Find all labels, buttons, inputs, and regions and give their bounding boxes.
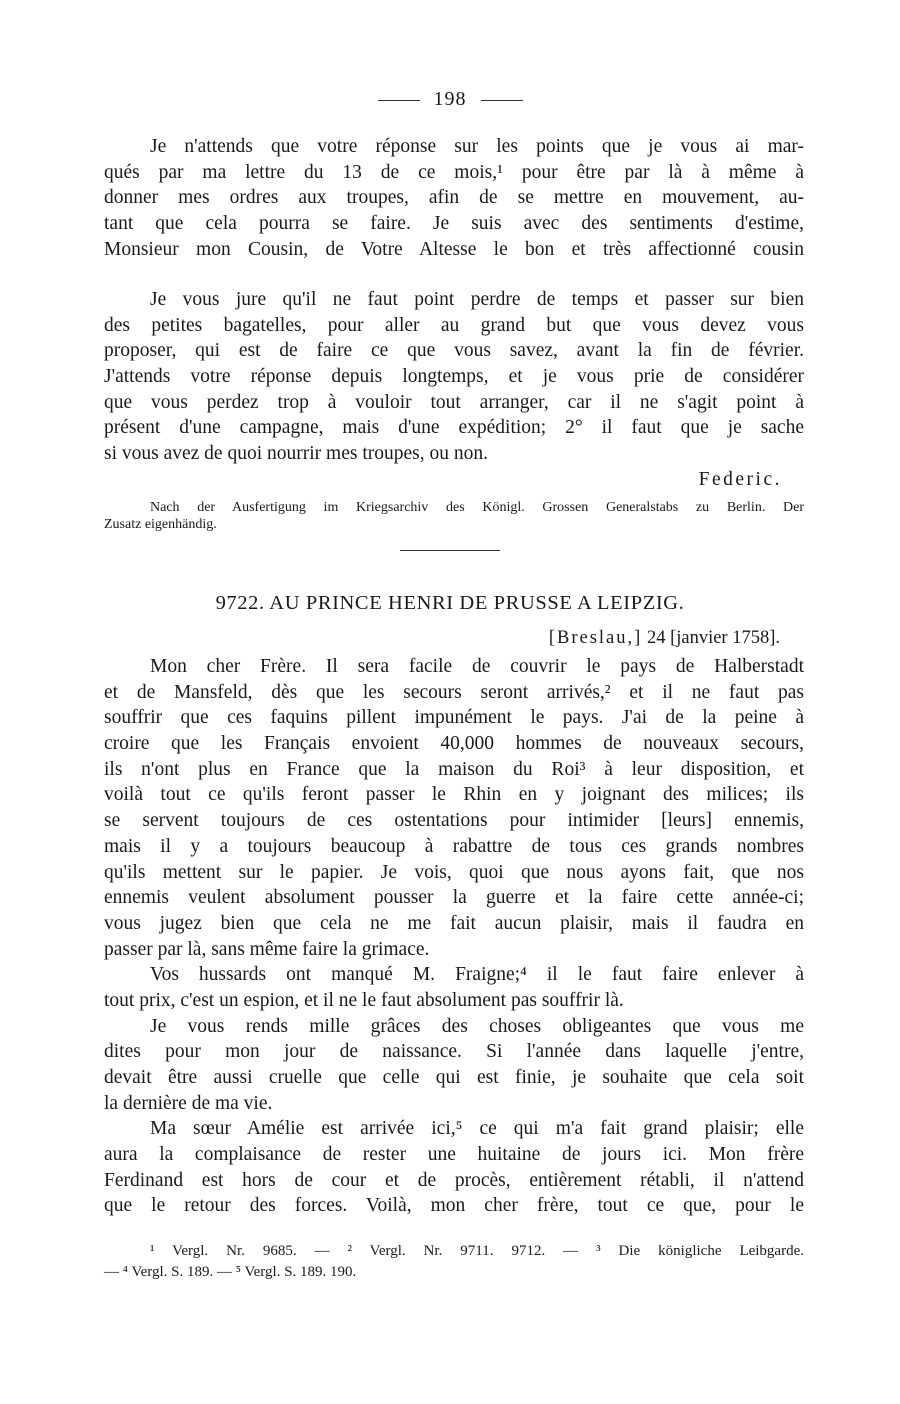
text-line: J'attends votre réponse depuis longtemps, et je vous prie de considérer xyxy=(104,366,804,388)
dateline xyxy=(549,628,780,649)
footnotes xyxy=(104,1241,804,1283)
text-line: passer par là, sans même faire la grimace. xyxy=(104,938,430,960)
header-dash-right xyxy=(481,100,523,101)
text-line: proposer, qui est de faire ce que vous savez, avant la fin de février. xyxy=(104,340,804,362)
note-line: Nach der Ausfertigung im Kriegsarchiv des Königl. Grossen Generalstabs zu Berlin. Der xyxy=(150,500,804,515)
text-line: qu'ils mettent sur le papier. Je vois, quoi que nous ayons fait, que nos xyxy=(104,861,804,883)
dateline-place: [Breslau,] xyxy=(548,628,643,648)
text-line: Je n'attends que votre réponse sur les points que je vous ai mar- xyxy=(150,136,804,157)
text-line: donner mes ordres aux troupes, afin de se mettre en mouvement, au- xyxy=(104,187,804,209)
text-line: vous jugez bien que cela ne me fait aucun plaisir, mais il faudra en xyxy=(104,912,804,934)
text-line: tout prix, c'est un espion, et il ne le faut absolument pas souffrir là. xyxy=(104,989,624,1011)
text-line: Monsieur mon Cousin, de Votre Altesse le bon et très affectionné cousin xyxy=(104,238,804,260)
text-line: Je vous jure qu'il ne faut point perdre de temps et passer sur bien xyxy=(150,289,804,310)
page-number: 198 xyxy=(433,88,467,110)
text-line: tant que cela pourra se faire. Je suis avec des sentiments d'estime, xyxy=(104,213,804,235)
text-line: la dernière de ma vie. xyxy=(104,1092,273,1114)
footnote-line: — ⁴ Vergl. S. 189. — ⁵ Vergl. S. 189. 190. xyxy=(104,1264,357,1280)
text-line: que le retour des forces. Voilà, mon cher frère, tout ce que, pour le xyxy=(104,1195,804,1217)
text-line: dites pour mon jour de naissance. Si l'année dans laquelle j'entre, xyxy=(104,1041,804,1063)
dateline-date: 24 [janvier 1758]. xyxy=(646,628,780,648)
text-line: Ferdinand est hors de cour et de procès, entièrement rétabli, il n'attend xyxy=(104,1169,804,1191)
section-divider xyxy=(400,550,500,551)
footnote-line: ¹ Vergl. Nr. 9685. — ² Vergl. Nr. 9711. 9712. — ³ Die königliche Leibgarde. xyxy=(150,1243,804,1259)
text-line: devait être aussi cruelle que celle qui est finie, je souhaite que cela soit xyxy=(104,1067,804,1088)
text-line: Vos hussards ont manqué M. Fraigne;⁴ il le faut faire enlever à xyxy=(150,964,804,986)
text-line: que vous perdez trop à vouloir tout arranger, car il ne s'agit point à xyxy=(104,391,804,413)
letter-closing-text xyxy=(104,134,804,262)
text-line: voilà tout ce qu'ils feront passer le Rhin en y joignant des milices; ils xyxy=(104,784,804,806)
text-line: ils n'ont plus en France que la maison du Roi³ à leur disposition, et xyxy=(104,758,804,780)
text-line: aura la complaisance de rester une huitaine de jours ici. Mon frère xyxy=(104,1144,804,1166)
text-line: présent d'une campagne, mais d'une expédition; 2° il faut que je sache xyxy=(104,417,804,439)
text-line: si vous avez de quoi nourrir mes troupes, ou non. xyxy=(104,443,488,465)
text-line: souffrir que ces faquins pillent impunément le pays. J'ai de la peine à xyxy=(104,707,804,729)
text-line: et de Mansfeld, dès que les secours seront arrivés,² et il ne faut pas xyxy=(104,681,804,703)
text-line: mais il y a toujours beaucoup à rabattre de tous ces grands nombres xyxy=(104,835,804,857)
text-line: se servent toujours de ces ostentations pour intimider [leurs] ennemis, xyxy=(104,810,804,832)
postscript-text xyxy=(104,287,804,467)
source-note xyxy=(104,499,804,533)
signature: Federic. xyxy=(698,469,782,490)
letter-title: 9722. AU PRINCE HENRI DE PRUSSE A LEIPZIG. xyxy=(215,592,685,614)
text-line: croire que les Français envoient 40,000 hommes de nouveaux secours, xyxy=(104,733,804,755)
text-line: des petites bagatelles, pour aller au grand but que vous devez vous xyxy=(104,314,804,336)
header-dash-left xyxy=(378,100,420,101)
text-line: Je vous rends mille grâces des choses obligeantes que vous me xyxy=(150,1015,804,1037)
letter-body xyxy=(104,654,804,1219)
text-line: ennemis veulent absolument pousser la guerre et la faire cette année-ci; xyxy=(104,887,804,909)
page-header xyxy=(0,88,900,111)
text-line: Ma sœur Amélie est arrivée ici,⁵ ce qui m'a fait grand plaisir; elle xyxy=(150,1118,804,1140)
text-line: Mon cher Frère. Il sera facile de couvrir le pays de Halberstadt xyxy=(150,656,804,677)
text-line: qués par ma lettre du 13 de ce mois,¹ pour être par là à même à xyxy=(104,161,804,183)
note-line: Zusatz eigenhändig. xyxy=(104,517,217,532)
